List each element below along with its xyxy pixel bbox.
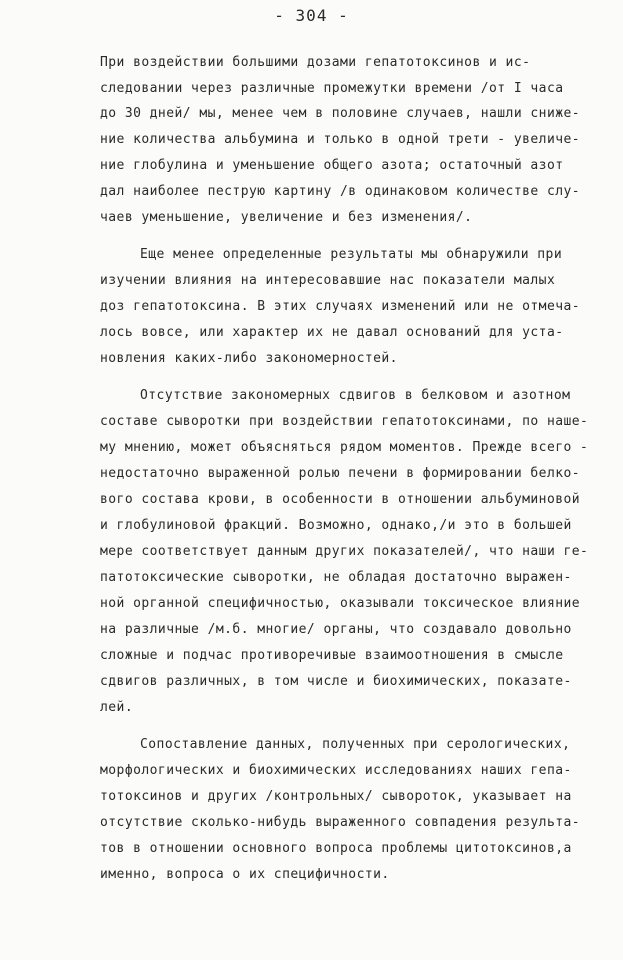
text-line: му мнению, может объясняться рядом моментов. Прежде всего -: [100, 440, 589, 455]
text-line: Отсутствие закономерных сдвигов в белковом и азотном: [140, 388, 571, 403]
text-line: чаев уменьшение, увеличение и без изменения/.: [100, 210, 473, 225]
text-line: патотоксические сыворотки, не обладая достаточно выражен-: [100, 570, 572, 585]
text-line: тотоксинов и других /контрольных/ сывороток, указывает на: [100, 789, 572, 804]
text-line: тов в отношении основного вопроса проблемы цитотоксинов,а: [100, 841, 572, 856]
text-line: ние глобулина и уменьшение общего азота; остаточный азот: [100, 158, 564, 173]
text-line: лось вовсе, или характер их не давал оснований для уста-: [100, 325, 564, 340]
text-line: на различные /м.б. многие/ органы, что создавало довольно: [100, 622, 572, 637]
text-line: составе сыворотки при воздействии гепатотоксинами, по нашe-: [100, 414, 589, 429]
text-line: морфологических и биохимических исследованиях наших гепа-: [100, 763, 572, 778]
text-line: до 30 дней/ мы, менее чем в половине случаев, нашли сниже-: [100, 106, 581, 121]
text-line: Еще менее определенные результаты мы обнаружили при: [140, 247, 563, 262]
text-line: отсутствие сколько-нибудь выраженного совпадения результа-: [100, 815, 581, 830]
text-line: сдвигов различных, в том числе и биохимических, показате-: [100, 674, 572, 689]
text-line: именно, вопроса о их специфичности.: [100, 867, 390, 882]
text-line: ной органной специфичностью, оказывали токсическое влияние: [100, 596, 581, 611]
text-line: и глобулиновой фракций. Возможно, однако,/и это в большей: [100, 518, 572, 533]
text-line: сложные и подчас противоречивые взаимоотношения в смысле: [100, 648, 564, 663]
text-line: недостаточно выраженной ролью печени в формировании белко-: [100, 466, 581, 481]
text-line: При воздействии большими дозами гепатотоксинов и ис-: [100, 55, 531, 70]
text-line: лей.: [100, 700, 134, 715]
text-line: следовании через различные промежутки времени /от I часа: [100, 81, 564, 96]
text-line: Сопоставление данных, полученных при серологических,: [140, 737, 571, 752]
text-line: мере соответствует данным других показателей/, что наши ге-: [100, 544, 589, 559]
text-line: вого состава крови, в особенности в отношении альбуминовой: [100, 492, 581, 507]
text-line: дал наиболее пеструю картину /в одинаковом количестве слу-: [100, 184, 581, 199]
page-number: - 304 -: [274, 6, 349, 25]
text-line: доз гепатотоксина. В этих случаях изменений или не отмеча-: [100, 299, 581, 314]
text-line: изучении влияния на интересовавшие нас показатели малых: [100, 273, 556, 288]
text-line: ние количества альбумина и только в одной трети - увеличе-: [100, 132, 581, 147]
text-line: новления каких-либо закономерностей.: [100, 351, 398, 366]
